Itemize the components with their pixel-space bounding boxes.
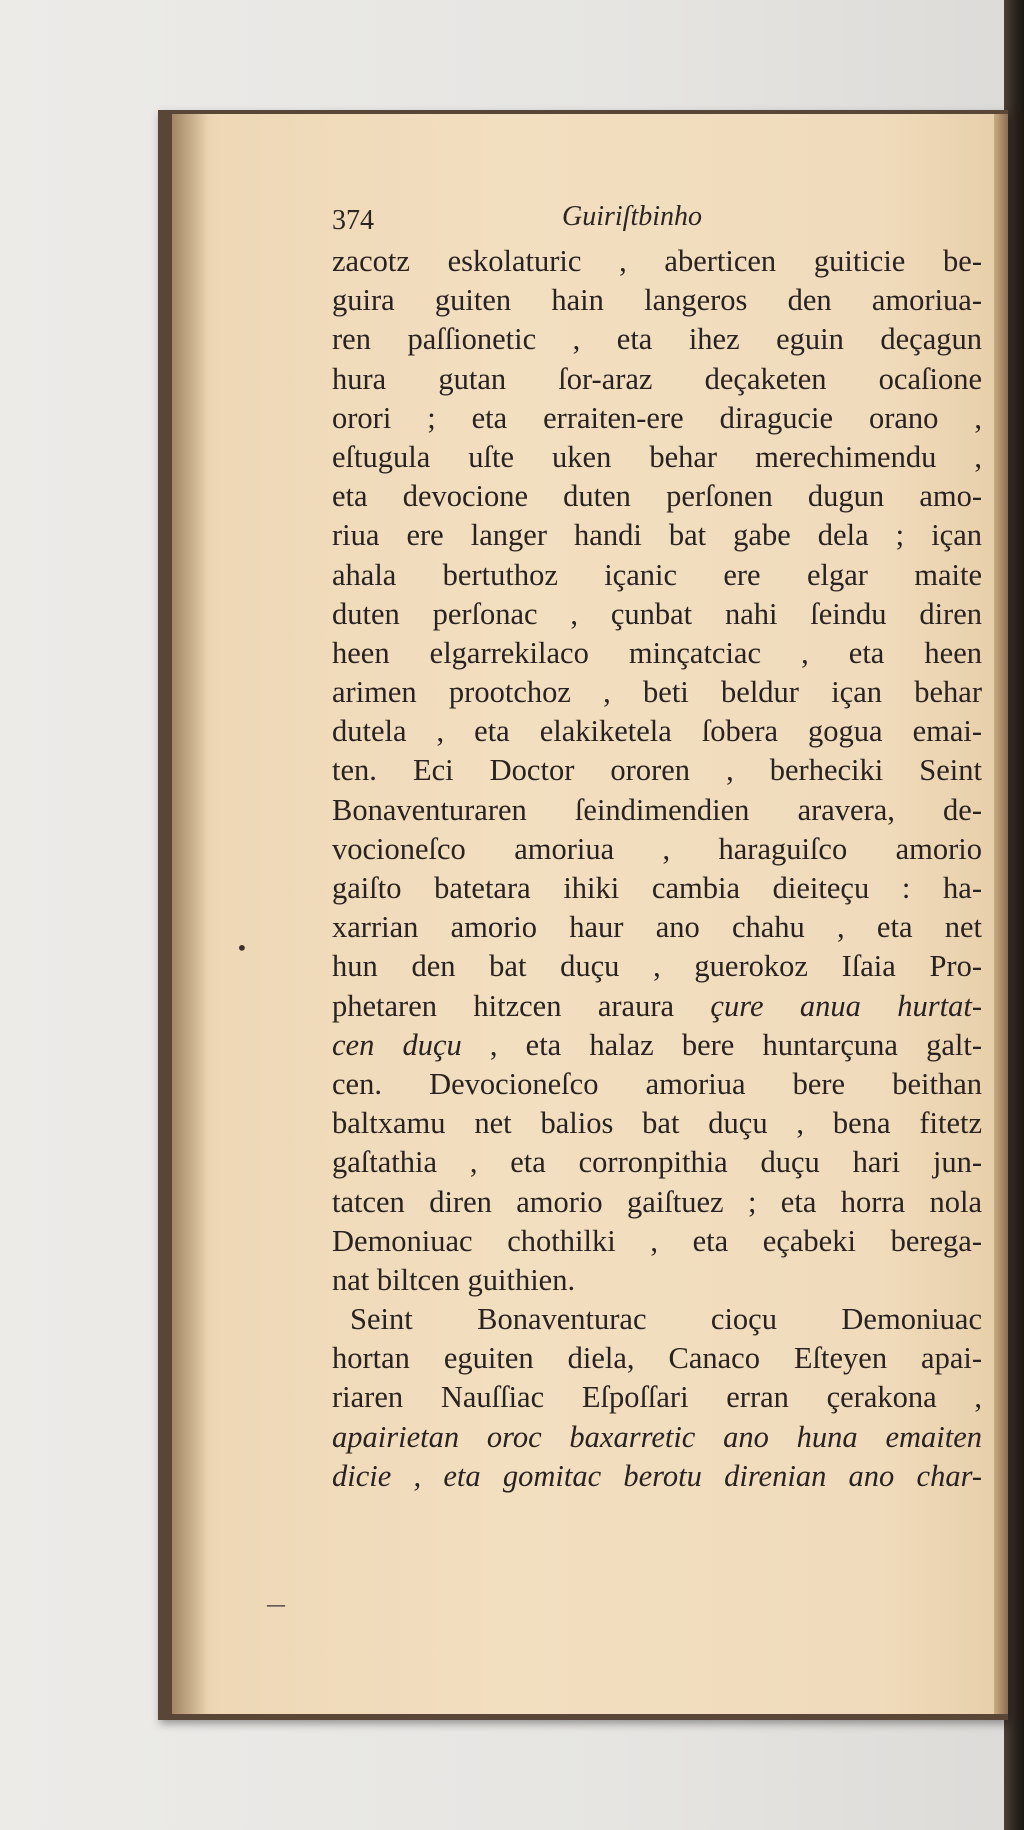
text-segment: vocioneſco amoriua , haraguiſco amorio [332, 831, 982, 866]
text-line [332, 1261, 982, 1300]
text-line [332, 1104, 982, 1143]
text-line [332, 1065, 982, 1104]
text-line [332, 360, 982, 399]
text-line [332, 1183, 982, 1222]
text-segment: riua ere langer handi bat gabe dela ; içan [332, 518, 982, 553]
text-line [332, 1300, 982, 1339]
text-line [332, 556, 982, 595]
text-segment: cen. Devocioneſco amoriua bere beithan [332, 1066, 982, 1101]
text-line [332, 987, 982, 1026]
text-segment: hortan eguiten diela, Canaco Eſteyen apai- [332, 1341, 982, 1376]
text-line [332, 1339, 982, 1378]
text-segment: Bonaventuraren ſeindimendien aravera, de- [332, 792, 982, 827]
text-segment: baltxamu net balios bat duçu , bena fitetz [332, 1106, 982, 1141]
text-segment: tatcen diren amorio gaiſtuez ; eta horra nola [332, 1184, 982, 1219]
page-fore-edge [994, 114, 1008, 1714]
text-segment: phetaren hitzcen araura [332, 988, 711, 1023]
running-title: Guiriſtbinho [562, 201, 703, 232]
text-segment: xarrian amorio haur ano chahu , eta net [332, 910, 982, 945]
page-header [332, 201, 982, 245]
text-line [332, 516, 982, 555]
text-line [332, 908, 982, 947]
spine-shadow [172, 114, 208, 1714]
text-segment: ten. Eci Doctor ororen , berheciki Seint [332, 753, 982, 788]
text-segment: ren paſſionetic , eta ihez eguin deçagun [332, 322, 982, 357]
text-segment: Demoniuac chothilki , eta eçabeki berega- [332, 1223, 982, 1258]
text-line [332, 791, 982, 830]
text-line [332, 1378, 982, 1417]
text-line [332, 947, 982, 986]
text-line [332, 1418, 982, 1457]
text-segment: hun den bat duçu , guerokoz Iſaia Pro- [332, 949, 982, 984]
text-line [332, 634, 982, 673]
text-line [332, 712, 982, 751]
text-line [332, 830, 982, 869]
text-segment: zacotz eskolaturic , aberticen guiticie be- [332, 244, 982, 278]
italic-segment: apairietan oroc baxarretic ano huna emaiten [332, 1419, 982, 1454]
text-segment: Seint Bonaventurac cioçu Demoniuac [350, 1302, 982, 1337]
text-line [332, 281, 982, 320]
text-line [332, 1457, 982, 1496]
text-segment: dutela , eta elakiketela ſobera gogua emai- [332, 714, 982, 749]
text-line [332, 1026, 982, 1065]
text-segment: riaren Nauſſiac Eſpoſſari erran çerakona , [332, 1380, 982, 1415]
text-line [332, 751, 982, 790]
body-text [332, 242, 982, 1496]
text-segment: orori ; eta erraiten-ere diragucie orano , [332, 400, 982, 435]
text-line [332, 477, 982, 516]
text-segment: guira guiten hain langeros den amoriua- [332, 283, 982, 318]
page-number: 374 [332, 205, 374, 236]
text-segment: nat biltcen guithien. [332, 1262, 576, 1297]
text-segment: gaiſto batetara ihiki cambia dieiteçu : ha- [332, 871, 982, 905]
text-segment: eſtugula uſte uken behar merechimendu , [332, 439, 982, 474]
italic-segment: çure anua hurtat- [710, 988, 982, 1023]
text-segment: hura gutan ſor-araz deçaketen ocaſione [332, 361, 982, 396]
text-segment: heen elgarrekilaco minçatciac , eta heen [332, 635, 982, 670]
text-line [332, 399, 982, 438]
text-segment: gaſtathia , eta corronpithia duçu hari jun- [332, 1145, 982, 1180]
text-line [332, 673, 982, 712]
margin-dot: • [236, 936, 248, 960]
italic-segment: cen duçu [332, 1027, 462, 1062]
text-line [332, 1222, 982, 1261]
text-segment: duten perſonac , çunbat nahi ſeindu diren [332, 596, 982, 631]
text-segment: arimen prootchoz , beti beldur içan behar [332, 675, 982, 710]
text-segment: , eta halaz bere huntarçuna galt- [461, 1027, 982, 1062]
italic-segment: dicie , eta gomitac berotu direnian ano char- [332, 1458, 982, 1493]
text-line [332, 869, 982, 908]
text-line [332, 320, 982, 359]
text-line [332, 242, 982, 281]
text-line [332, 438, 982, 477]
margin-dash: — [266, 1592, 286, 1616]
text-segment: eta devocione duten perſonen dugun amo- [332, 479, 982, 514]
text-line [332, 595, 982, 634]
text-segment: ahala bertuthoz içanic ere elgar maite [332, 557, 982, 592]
text-line [332, 1143, 982, 1182]
